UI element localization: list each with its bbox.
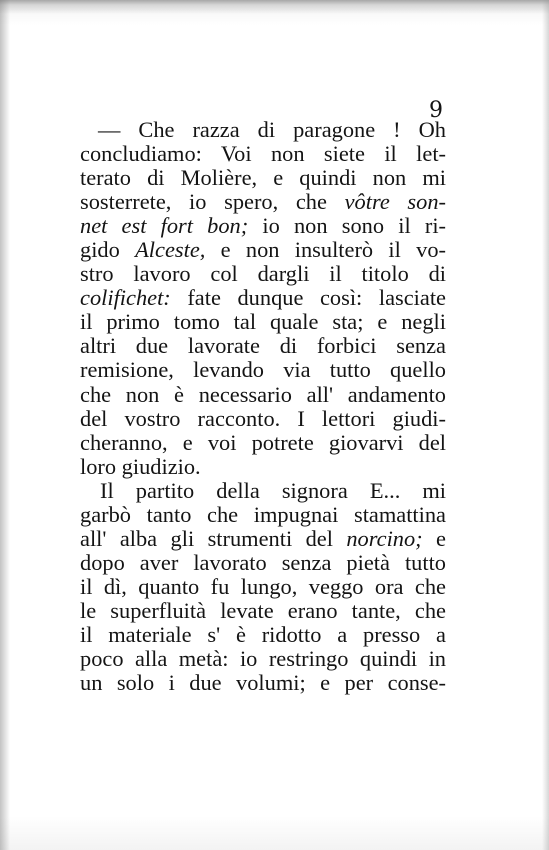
text-line <box>80 599 446 623</box>
text-segment: altri due lavorate di forbici senza <box>80 333 446 359</box>
text-segment: all' alba gli strumenti del <box>80 525 347 551</box>
text-line <box>80 455 446 479</box>
text-segment: remisione, levando via tutto quello <box>80 357 446 383</box>
text-line <box>80 214 446 238</box>
page-top-edge-shadow <box>0 0 549 14</box>
text-line <box>80 575 446 599</box>
text-segment: fate dunque così: lasciate <box>170 285 446 311</box>
text-line <box>80 142 446 166</box>
text-line <box>80 551 446 575</box>
text-line <box>80 262 446 286</box>
text-line <box>80 647 446 671</box>
text-segment: gido <box>80 237 136 263</box>
text-segment: cheranno, e voi potrete giovarvi del <box>80 429 446 455</box>
italic-text-segment: Alceste, <box>135 237 206 263</box>
text-line <box>80 527 446 551</box>
text-line <box>80 310 446 334</box>
italic-text-segment: norcino; <box>346 525 423 551</box>
text-line <box>80 118 446 142</box>
text-segment: del vostro racconto. I lettori giudi- <box>80 405 446 431</box>
text-line <box>80 623 446 647</box>
italic-text-segment: colifichet: <box>80 285 171 311</box>
page-left-edge-shadow <box>0 0 10 850</box>
text-line <box>80 358 446 382</box>
text-line <box>80 431 446 455</box>
text-segment: dopo aver lavorato senza pietà tutto <box>80 549 446 575</box>
text-line <box>80 166 446 190</box>
text-line <box>80 190 446 214</box>
text-segment: sosterrete, io spero, che <box>80 189 345 215</box>
text-segment: il primo tomo tal quale sta; e negli <box>80 309 446 335</box>
page-number: 9 <box>429 98 443 123</box>
italic-text-segment: net est fort bon; <box>80 213 249 239</box>
text-line <box>80 503 446 527</box>
text-segment: un solo i due volumi; e per conse- <box>80 670 446 696</box>
text-line <box>80 238 446 262</box>
text-segment: il dì, quanto fu lungo, veggo ora che <box>80 573 446 599</box>
text-line <box>80 383 446 407</box>
text-segment: che non è necessario all' andamento <box>80 381 446 407</box>
body-text <box>80 118 446 695</box>
text-line <box>80 286 446 310</box>
text-segment: Il partito della signora E... mi <box>100 477 446 503</box>
text-segment: — Che razza di paragone ! Oh <box>98 117 446 142</box>
text-segment: e non insulterò il vo- <box>205 237 446 263</box>
text-line <box>80 671 446 695</box>
text-segment: poco alla metà: io restringo quindi in <box>80 646 446 672</box>
page-right-edge-shadow <box>542 0 549 850</box>
text-line <box>80 479 446 503</box>
text-segment: garbò tanto che impugnai stamattina <box>80 501 446 527</box>
text-segment: loro giudizio. <box>80 453 201 479</box>
text-segment: il materiale s' è ridotto a presso a <box>80 621 446 647</box>
text-segment: stro lavoro col dargli il titolo di <box>80 261 446 287</box>
text-segment: io non sono il ri- <box>248 213 446 239</box>
text-segment: le superfluità levate erano tante, che <box>80 597 446 623</box>
italic-text-segment: vôtre son- <box>344 189 446 215</box>
text-line <box>80 334 446 358</box>
text-line <box>80 407 446 431</box>
text-segment: terato di Molière, e quindi non mi <box>80 165 446 191</box>
text-segment: e <box>422 525 446 551</box>
text-segment: concludiamo: Voi non siete il let- <box>80 141 446 167</box>
